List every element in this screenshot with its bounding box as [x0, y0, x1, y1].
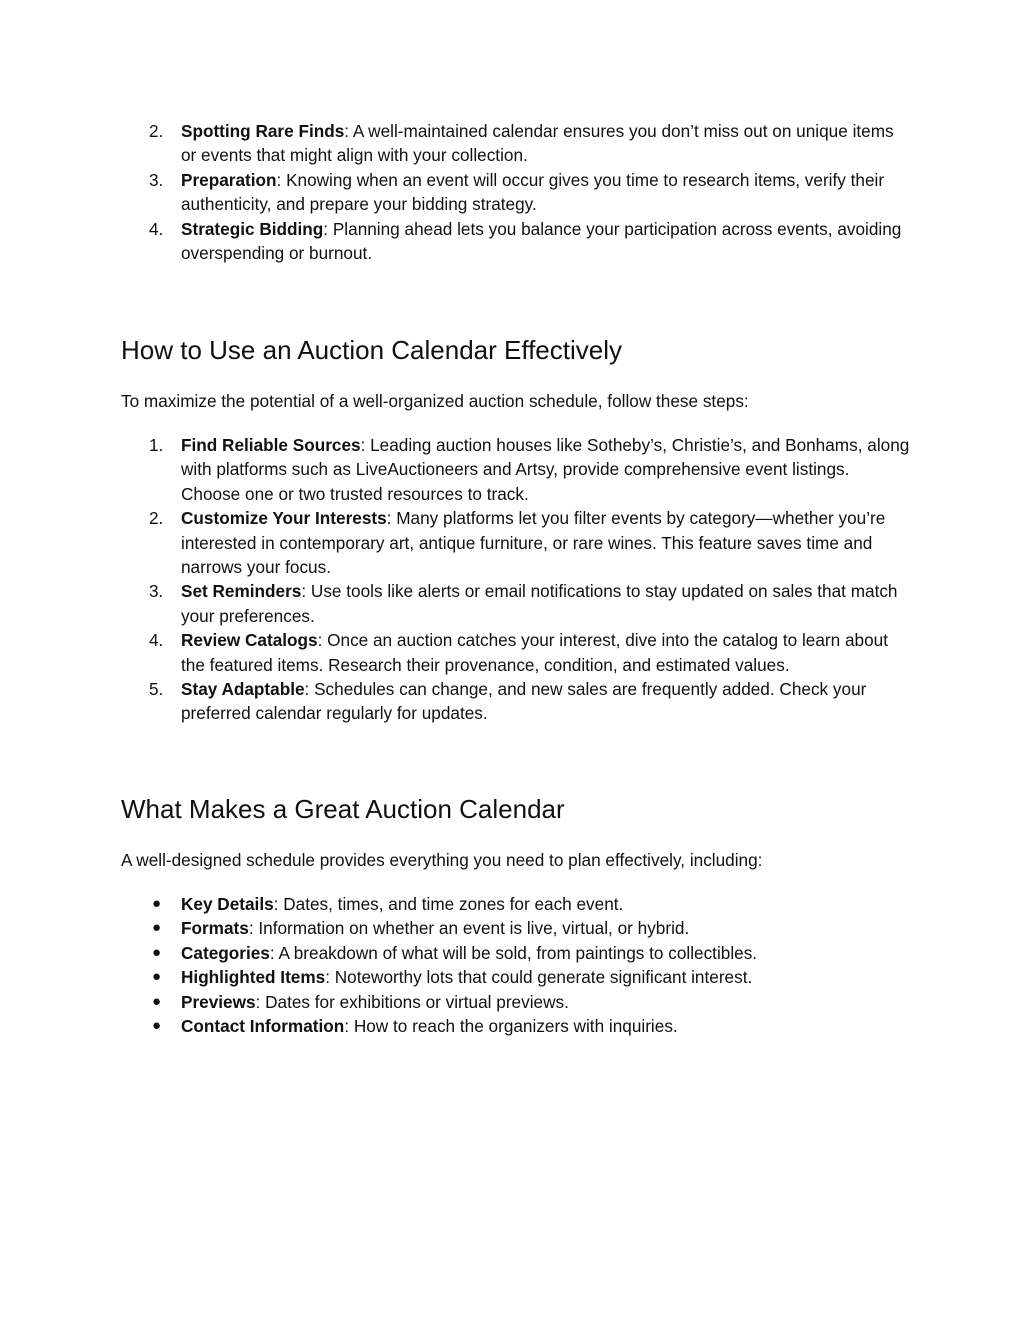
item-term: Review Catalogs	[181, 630, 318, 651]
item-text: : Leading auction houses like Sotheby’s, Christie’s, and Bonhams, along with platforms such as LiveAuctioneers and Artsy, provide comprehensive event listings. Choose one or two trusted resources to track.	[181, 435, 910, 504]
list-item	[121, 1014, 911, 1038]
list-number: 2.	[149, 508, 164, 529]
item-term: Customize Your Interests	[181, 508, 387, 529]
section-heading-great: What Makes a Great Auction Calendar	[121, 794, 565, 824]
item-text: : Planning ahead lets you balance your participation across events, avoiding overspending or burnout.	[181, 218, 902, 264]
item-term: Find Reliable Sources	[181, 435, 361, 455]
item-term: Contact Information	[181, 1016, 345, 1037]
list-item	[121, 916, 911, 940]
steps-list	[121, 433, 911, 726]
list-item	[121, 433, 911, 506]
item-term: Previews	[181, 991, 256, 1012]
list-number: 4.	[149, 630, 164, 651]
list-number: 1.	[149, 435, 164, 455]
list-item	[121, 965, 911, 989]
item-text: : Information on whether an event is live, virtual, or hybrid.	[248, 918, 690, 939]
item-text: : Knowing when an event will occur gives you time to research items, verify their authenticity, and prepare your bidding strategy.	[181, 169, 885, 215]
item-term: Preparation	[181, 169, 277, 190]
item-term: Categories	[181, 942, 270, 963]
item-term: Key Details	[181, 894, 274, 914]
item-term: Spotting Rare Finds	[181, 121, 345, 141]
list-number: 3.	[149, 169, 164, 190]
bullet-icon: ●	[152, 895, 162, 912]
list-item	[121, 677, 911, 726]
benefits-list-continued	[121, 119, 911, 265]
list-item	[121, 941, 911, 965]
item-text: : Noteworthy lots that could generate significant interest.	[325, 967, 753, 988]
list-item	[121, 892, 911, 916]
list-item	[121, 628, 911, 677]
item-text: : How to reach the organizers with inquiries.	[344, 1016, 678, 1037]
list-number: 4.	[149, 218, 164, 239]
list-item	[121, 506, 911, 579]
item-text: : A well-maintained calendar ensures you don’t miss out on unique items or events that might align with your collection.	[181, 121, 894, 166]
features-list	[121, 892, 911, 1038]
section-intro-great: A well-designed schedule provides everything you need to plan effectively, including:	[121, 850, 763, 870]
item-text: : Once an auction catches your interest, dive into the catalog to learn about the featured items. Research their provenance, condition, and estimated values.	[181, 630, 888, 675]
bullet-icon: ●	[152, 919, 162, 937]
list-item	[121, 579, 911, 628]
section-heading-how: How to Use an Auction Calendar Effectively	[121, 335, 623, 365]
item-term: Strategic Bidding	[181, 218, 324, 239]
item-text: : Schedules can change, and new sales are frequently added. Check your preferred calendar regularly for updates.	[181, 679, 867, 724]
item-term: Formats	[181, 918, 249, 939]
item-text: : A breakdown of what will be sold, from paintings to collectibles.	[269, 942, 758, 963]
bullet-icon: ●	[152, 968, 162, 986]
bullet-icon: ●	[152, 992, 162, 1010]
section-intro-how: To maximize the potential of a well-organized auction schedule, follow these steps:	[121, 391, 749, 411]
bullet-icon: ●	[152, 943, 162, 961]
item-text: : Use tools like alerts or email notifications to stay updated on sales that match your preferences.	[181, 581, 898, 626]
item-text: : Dates, times, and time zones for each event.	[273, 894, 624, 914]
list-number: 3.	[149, 581, 164, 602]
item-text: : Dates for exhibitions or virtual previews.	[255, 991, 569, 1012]
list-number: 5.	[149, 679, 164, 700]
item-term: Set Reminders	[181, 581, 302, 602]
item-term: Stay Adaptable	[181, 679, 305, 700]
item-text: : Many platforms let you filter events by category—whether you’re interested in contemporary art, antique furniture, or rare wines. This feature saves time and narrows your focus.	[181, 508, 886, 578]
list-item	[121, 168, 911, 217]
list-item	[121, 990, 911, 1014]
list-item	[121, 119, 911, 168]
item-term: Highlighted Items	[181, 967, 326, 988]
list-number: 2.	[149, 121, 164, 141]
list-item	[121, 217, 911, 266]
bullet-icon: ●	[152, 1017, 162, 1035]
